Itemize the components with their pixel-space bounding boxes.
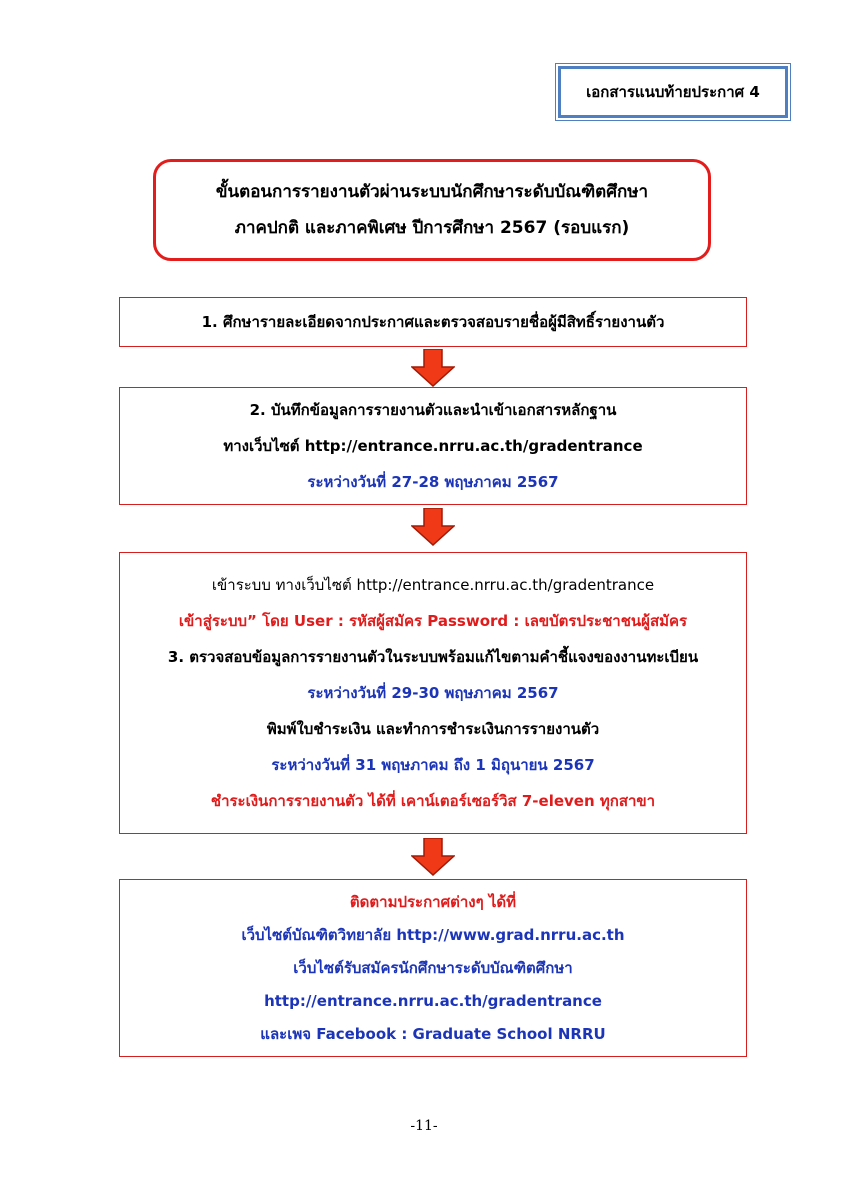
step-1-text: 1. ศึกษารายละเอียดจากประกาศและตรวจสอบรายชื่อผู้มีสิทธิ์รายงานตัว bbox=[201, 313, 665, 331]
step-3-login: เข้าระบบ ทางเว็บไซต์ http://entrance.nrru.ac.th/gradentrance bbox=[211, 576, 655, 594]
page-number: -11- bbox=[410, 1118, 438, 1134]
step-3-pay-place: ชำระเงินการรายงานตัว ได้ที่ เคาน์เตอร์เซอร์วิส 7-eleven ทุกสาขา bbox=[210, 792, 656, 810]
step-3-pay-date: ระหว่างวันที่ 31 พฤษภาคม ถึง 1 มิถุนายน 2567 bbox=[271, 756, 595, 774]
apply-website-label: เว็บไซต์รับสมัครนักศึกษาระดับบัณฑิตศึกษา bbox=[293, 958, 573, 977]
step-1-box bbox=[119, 297, 747, 347]
annex-label: เอกสารแนบท้ายประกาศ 4 bbox=[586, 83, 760, 101]
follow-heading: ติดตามประกาศต่างๆ ได้ที่ bbox=[349, 892, 517, 911]
step-2-line-1: 2. บันทึกข้อมูลการรายงานตัวและนำเข้าเอกสารหลักฐาน bbox=[249, 401, 617, 419]
step-3-check-date: ระหว่างวันที่ 29-30 พฤษภาคม 2567 bbox=[307, 684, 559, 702]
step-2-website: ทางเว็บไซต์ http://entrance.nrru.ac.th/gradentrance bbox=[223, 437, 643, 455]
follow-box bbox=[119, 879, 747, 1057]
apply-website-url: http://entrance.nrru.ac.th/gradentrance bbox=[264, 991, 602, 1010]
step-3-credentials: เข้าสู่ระบบ” โดย User : รหัสผู้สมัคร Password : เลขบัตรประชาชนผู้สมัคร bbox=[178, 612, 688, 630]
title-line-1: ขั้นตอนการรายงานตัวผ่านระบบนักศึกษาระดับบัณฑิตศึกษา bbox=[215, 182, 649, 202]
down-arrow-icon bbox=[411, 349, 455, 387]
down-arrow-icon bbox=[411, 508, 455, 546]
title-box bbox=[153, 159, 711, 261]
step-3-print: พิมพ์ใบชำระเงิน และทำการชำระเงินการรายงานตัว bbox=[266, 720, 600, 738]
grad-website: เว็บไซต์บัณฑิตวิทยาลัย http://www.grad.nrru.ac.th bbox=[241, 925, 625, 944]
facebook-page: และเพจ Facebook : Graduate School NRRU bbox=[260, 1024, 606, 1043]
annex-label-box bbox=[558, 66, 788, 118]
step-3-box bbox=[119, 552, 747, 834]
step-3-check: 3. ตรวจสอบข้อมูลการรายงานตัวในระบบพร้อมแก้ไขตามคำชี้แจงของงานทะเบียน bbox=[167, 648, 699, 666]
title-line-2: ภาคปกติ และภาคพิเศษ ปีการศึกษา 2567 (รอบแรก) bbox=[234, 218, 630, 238]
down-arrow-icon bbox=[411, 838, 455, 876]
step-2-box bbox=[119, 387, 747, 505]
step-2-date: ระหว่างวันที่ 27-28 พฤษภาคม 2567 bbox=[307, 473, 559, 491]
